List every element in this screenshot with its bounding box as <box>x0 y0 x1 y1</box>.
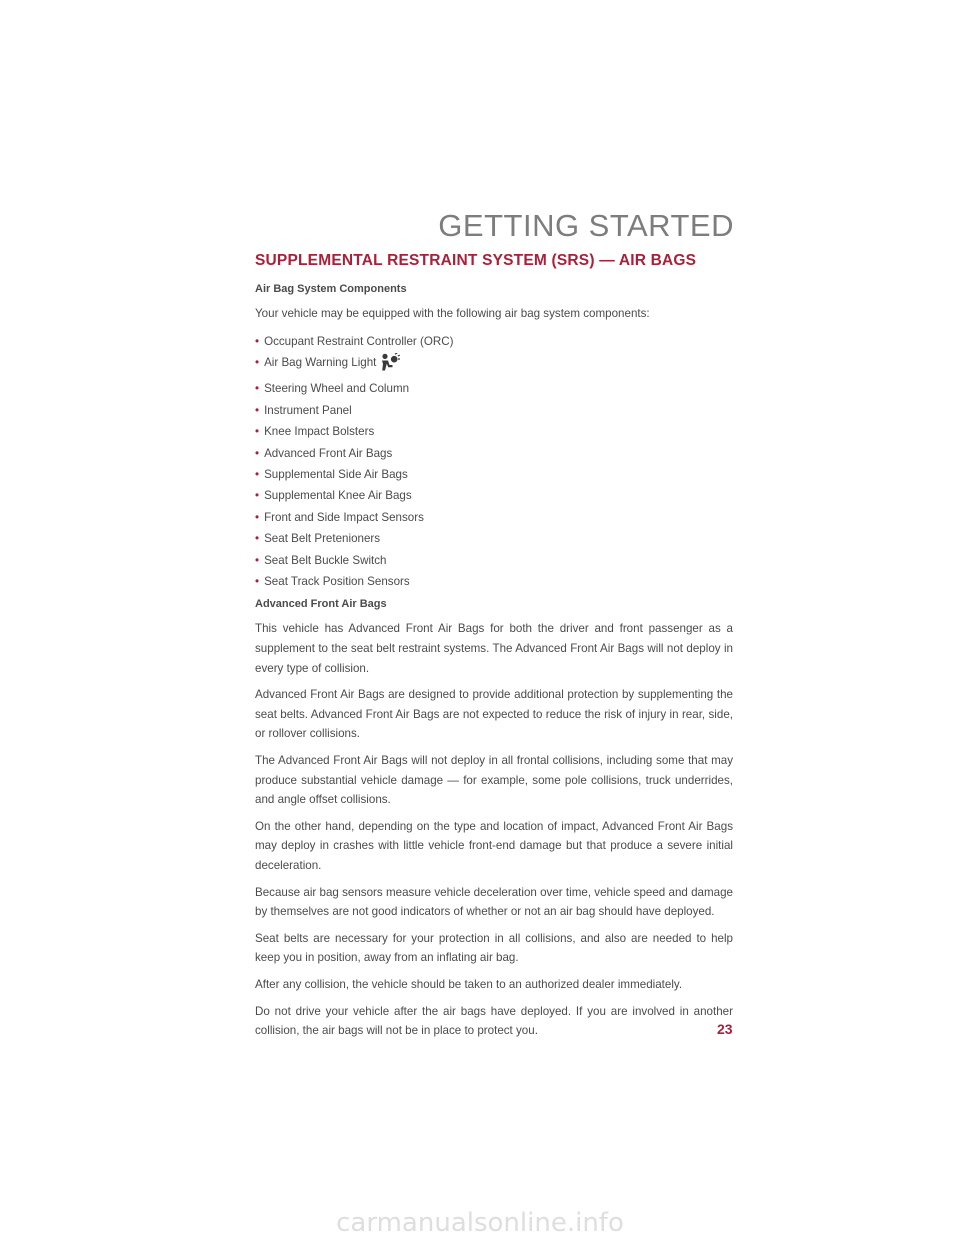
paragraph: On the other hand, depending on the type and location of impact, Advanced Front Air Bags may deploy in crashes with little vehicle front-end damage but that produce a severe initial deceleration. <box>255 819 733 872</box>
bullet: • <box>255 575 260 589</box>
list-item <box>255 352 733 378</box>
watermark: carmanualsonline.info <box>336 1208 624 1239</box>
bullet: • <box>255 489 260 503</box>
component-label: Air Bag Warning Light <box>264 356 377 369</box>
list-item <box>255 507 733 528</box>
bullet: • <box>255 382 260 396</box>
bullet: • <box>255 446 260 460</box>
list-item <box>255 421 733 442</box>
list-item <box>255 485 733 506</box>
components-intro: Your vehicle may be equipped with the following air bag system components: <box>255 307 650 320</box>
component-label: Steering Wheel and Column <box>264 382 410 396</box>
components-heading: Air Bag System Components <box>255 283 407 295</box>
component-label: Seat Belt Buckle Switch <box>264 553 387 567</box>
bullet: • <box>255 425 260 439</box>
component-label: Supplemental Side Air Bags <box>264 468 408 482</box>
component-label: Seat Belt Pretenioners <box>264 532 381 546</box>
paragraph: After any collision, the vehicle should be taken to an authorized dealer immediately. <box>255 977 683 991</box>
component-label: Front and Side Impact Sensors <box>264 510 424 524</box>
bullet: • <box>255 334 260 348</box>
paragraph: Do not drive your vehicle after the air bags have deployed. If you are involved in another collision, the air bags will not be in place to protect you. <box>255 1004 733 1038</box>
bullet: • <box>255 356 260 369</box>
list-item <box>255 443 733 464</box>
list-item <box>255 400 733 421</box>
list-item <box>255 550 733 571</box>
list-item <box>255 571 733 592</box>
components-list <box>255 331 733 593</box>
paragraph: Because air bag sensors measure vehicle deceleration over time, vehicle speed and damage by themselves are not good indicators of whether or not an air bag should have deployed. <box>255 885 733 919</box>
paragraph: Advanced Front Air Bags are designed to provide additional protection by supplementing the seat belts. Advanced Front Air Bags are not expected to reduce the risk of injury in rear, side, or rollover collisions. <box>255 688 733 741</box>
list-item <box>255 464 733 485</box>
bullet: • <box>255 532 260 546</box>
bullet: • <box>255 553 260 567</box>
bullet: • <box>255 403 260 417</box>
bullet: • <box>255 510 260 524</box>
component-label: Advanced Front Air Bags <box>264 446 393 460</box>
page-content <box>255 252 733 1048</box>
list-item <box>255 528 733 549</box>
paragraph: This vehicle has Advanced Front Air Bags for both the driver and front passenger as a supplement to the seat belt restraint systems. The Advanced Front Air Bags will not deploy in every type of collision. <box>255 622 733 675</box>
advanced-heading: Advanced Front Air Bags <box>255 598 387 611</box>
page-title: SUPPLEMENTAL RESTRAINT SYSTEM (SRS) — AIR BAGS <box>255 252 697 269</box>
list-item <box>255 331 733 352</box>
component-label: Occupant Restraint Controller (ORC) <box>264 334 454 348</box>
list-item <box>255 378 733 399</box>
component-label: Instrument Panel <box>264 403 352 417</box>
section-header: GETTING STARTED <box>438 208 734 243</box>
paragraph: Seat belts are necessary for your protection in all collisions, and also are needed to help keep you in position, away from an inflating air bag. <box>255 931 733 965</box>
bullet: • <box>255 468 260 482</box>
airbag-warning-icon <box>380 353 400 378</box>
component-label: Supplemental Knee Air Bags <box>264 489 412 503</box>
page-number: 23 <box>717 1021 733 1037</box>
component-label: Knee Impact Bolsters <box>264 425 375 439</box>
paragraph: The Advanced Front Air Bags will not deploy in all frontal collisions, including some that may produce substantial vehicle damage — for example, some pole collisions, truck underrides, and angle offset collisions. <box>255 754 733 807</box>
component-label: Seat Track Position Sensors <box>264 575 410 589</box>
